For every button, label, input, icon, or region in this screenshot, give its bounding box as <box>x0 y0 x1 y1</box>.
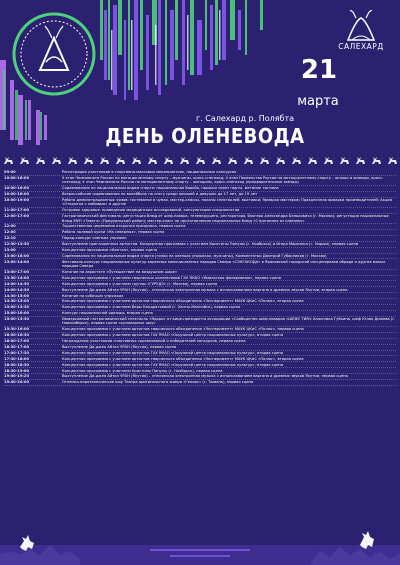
schedule-time: 12:00 <box>4 230 16 235</box>
festival-logo <box>12 12 96 96</box>
reindeer-icon <box>148 157 157 164</box>
reindeer-ornament-strip <box>0 156 400 166</box>
schedule-event: Работа демонстрационных чумов: гостеванье в чумах, мастер-классы, показы спектаклей, выставки; Ярмарка мастеров; Праздничная ярмарка производителей; Акция «Открытка с любовью» и другие <box>62 198 393 207</box>
schedule-event: Катание на собачьих упряжках <box>62 293 124 298</box>
reindeer-icon <box>196 157 205 164</box>
reindeer-icon <box>212 157 221 164</box>
reindeer-icon <box>116 157 125 164</box>
event-month: марта <box>284 94 352 110</box>
reindeer-icon <box>132 157 141 164</box>
schedule-time: 12:00-17:00 <box>4 214 30 219</box>
schedule-row <box>4 317 396 327</box>
schedule-event: Огненно-пиротехническое шоу Театра оригинального жанра «Гелиос» (г. Тюмень), первая сцена <box>62 380 254 385</box>
schedule-event: Концертная программа с участием Кристины Пипулы (г. Ноябрьск), первая сцена <box>62 368 223 373</box>
schedule-time: 16:00-16:30 <box>4 333 30 338</box>
schedule-time: 16:00-17:00 <box>4 339 30 344</box>
bottom-ornament <box>0 515 400 565</box>
schedule-time: 17:00-17:30 <box>4 350 30 355</box>
reindeer-icon <box>356 157 365 164</box>
schedule-time: 17:30-18:00 <box>4 356 30 361</box>
schedule-time: 14:30-15:00 <box>4 293 30 298</box>
schedule-row <box>4 176 396 186</box>
schedule-event: Конкурс национальной одежды, вторая сцена <box>62 311 153 316</box>
schedule-event: Концертная программа «Фонтан», первая сцена <box>62 247 157 252</box>
schedule-row <box>4 198 396 208</box>
event-location: г. Салехард р. Полябта <box>195 114 295 123</box>
schedule-event: Концертная программа с участием артистов ГАУ ЯНАО «Окружной центр национальных культур», вторая сцена <box>62 350 284 355</box>
schedule-time: 10:00-19:00 <box>4 198 30 203</box>
schedule-time: 12:10 <box>4 236 16 241</box>
reindeer-icon <box>372 157 381 164</box>
reindeer-icon <box>68 157 77 164</box>
schedule-event: Концертная программа с участием артистов творческого объединения «Эксперимент» МАУК ЦКиС «Полюс», вторая сцена <box>62 299 304 304</box>
schedule-row <box>4 214 396 224</box>
schedule-time: 13:00-17:00 <box>4 269 30 274</box>
schedule-time: 12:00 <box>4 224 16 229</box>
schedule-time: 15:30-16:00 <box>4 327 30 332</box>
schedule-time: 10:00-16:00 <box>4 186 30 191</box>
schedule-time: 13:30-14:00 <box>4 275 30 280</box>
schedule-time: 14:00-14:30 <box>4 287 30 292</box>
schedule-row <box>4 259 396 269</box>
reindeer-icon <box>52 157 61 164</box>
reindeer-icon <box>164 157 173 164</box>
schedule-event: Выступление Ди-джея Айтал УРАН (Якутия), первая сцена <box>62 344 177 349</box>
schedule-event: Концертная программа с участием артистов творческого объединения «Эксперимент» МАУК ЦКиС «Полюс», вторая сцена <box>62 356 304 361</box>
schedule-event: Выступление приглашенных артистов. Концертная программа с участием Кристины Пипулы (г. Ноябрьск) и Игоря Марочека (г. Надым), первая сцена <box>62 242 359 247</box>
schedule-time: 10:00-16:00 <box>4 176 30 181</box>
schedule-time: 18:30-19:00 <box>4 368 30 373</box>
reindeer-icon <box>100 157 109 164</box>
reindeer-icon <box>276 157 285 164</box>
schedule-event: Фестиваль-конкурс национальных культур коренных малочисленных народов Севера «СЭНГАКОДА» в Ярановской городской инсценировки обряда и других малых народов Севера <box>62 259 386 269</box>
schedule-event: Всероссийские соревнования по волейболу на снегу среди юношей и девушек до 17 лет, до 19 лет <box>62 192 258 197</box>
schedule-time: 15:00-15:30 <box>4 305 30 310</box>
reindeer-icon <box>20 157 29 164</box>
schedule-time: 14:00-14:30 <box>4 281 30 286</box>
schedule-event: Регистрация участников в спортивно-массовых мероприятиях, национальных конкурсах <box>62 170 237 175</box>
schedule-event: Соревнования по национальным видам спорта: национальная борьба, прыжки через нарты, метание тынзяна <box>62 186 279 191</box>
event-day: 21 <box>300 55 338 85</box>
schedule-event: Концертная программа с участием творческих коллективов ГАУ ЯНАО «Ямальская филармония», первая сцена <box>62 275 282 280</box>
reindeer-icon <box>228 157 237 164</box>
schedule-time: 15:00-16:00 <box>4 311 30 316</box>
schedule-time: 11:00-17:00 <box>4 208 30 213</box>
schedule-event: Выступление Ди-джея Айтал УРАН (Якутия) – этническая электронная музыка с использованием варгана и древних звуков Якутии, вторая сцена <box>62 287 348 292</box>
schedule-time: 09:00 <box>4 170 16 175</box>
schedule-time: 19:40-20:00 <box>4 380 30 385</box>
schedule-row <box>4 380 396 386</box>
schedule-event: Иммерсивный гастрономический спектакль «Ядори» от вице-президента ассоциации «Сообщество шеф-поваров «ШЕФС ТИМ» Анжелика Губкина, шеф Юлия Дижева (г. Новосибирск), первая сцена «кулинарные шоу» <box>62 317 396 326</box>
city-name: САЛЕХАРД <box>338 42 384 51</box>
schedule-event: Торжественная церемония открытия праздника, первая сцена <box>62 224 186 229</box>
schedule-time: 16:30-17:00 <box>4 344 30 349</box>
reindeer-icon <box>324 157 333 164</box>
reindeer-icon <box>4 157 13 164</box>
reindeer-icon <box>292 157 301 164</box>
schedule-event: Концертная программа с участием Веры Кондратьевой (г. Ханты-Мансийск), первая сцена <box>62 305 241 310</box>
schedule-event: Концертная программа с участием артистов творческого объединения «Эксперимент» МАУК ЦКиС «Полюс», первая сцена <box>62 327 304 332</box>
schedule-event: Соревнования по национальным видам спорта (гонки на оленьих упряжках, мужчины), Комментатор Дмитрий Губарников (г. Москва) <box>62 253 327 258</box>
schedule-event: Работа полевой кухни «На северных», первая сцена <box>62 230 165 235</box>
reindeer-icon <box>388 157 397 164</box>
schedule-time: 13:00-18:00 <box>4 253 30 258</box>
schedule-time: 19:00-19:20 <box>4 374 30 379</box>
reindeer-icon <box>36 157 45 164</box>
event-title: ДЕНЬ ОЛЕНЕВОДА <box>105 124 305 148</box>
schedule-event: Награждение участников спортивных соревнований и победителей конкурсов, первая сцена <box>62 339 246 344</box>
schedule-time: 14:30-15:00 <box>4 299 30 304</box>
schedule-time: 15:00-15:30 <box>4 317 30 322</box>
schedule-event: Гастрономический фестиваль: дегустация блюд от шеф-повара, телеведущего, ресторатора, блогера Александра Бельковича (г. Москва); дегустация национальных блюд МУП «Тавэтэ» (Приуральский район); мастер-класс по приготовлению национальных блюд «Строганина из оленины» <box>62 214 389 223</box>
schedule-list <box>4 170 396 386</box>
schedule-event: Концертная программа с участием артистов ГАУ ЯНАО «Окружной центр национальных культур», вторая сцена <box>62 333 284 338</box>
schedule-event: 5 этап Чемпионата России по мотоциклетному спорту – мужчины, кросс-снегоход; 4 этап Первенства России по мотоциклетному спорту – юноши и юниоры, кросс-снегоход; 4 этап Чемпионата России по мотоциклетному спорту – женщины, кросс-снегоход (предварительные заезды) <box>62 176 384 185</box>
schedule-event: Катание на аэростате «Путешествие на воздушном шаре» <box>62 269 178 274</box>
reindeer-icon <box>84 157 93 164</box>
schedule-event: Выступление Ди-джея Айтал УРАН (Якутия) – этническая электронная музыка с использованием варгана и древних звуков Якутии, первая сцена <box>62 374 348 379</box>
reindeer-icon <box>340 157 349 164</box>
schedule-event: Островок здоровья: проведение медицинских исследований, консультации специалистов <box>62 208 240 213</box>
schedule-time: 10:00-16:00 <box>4 192 30 197</box>
schedule-time: 13:00-14:00 <box>4 259 30 264</box>
schedule-time: 13:00 <box>4 247 16 252</box>
schedule-event: Парад-конкурс оленьих упряжек <box>62 236 127 241</box>
reindeer-icon <box>180 157 189 164</box>
schedule-time: 18:00-18:30 <box>4 362 30 367</box>
reindeer-icon <box>308 157 317 164</box>
schedule-time: 12:30-13:30 <box>4 242 30 247</box>
reindeer-icon <box>260 157 269 164</box>
reindeer-icon <box>244 157 253 164</box>
schedule-event: Концертная программа с участием группы «ГУРУДЭ» (г. Москва), первая сцена <box>62 281 218 286</box>
schedule-event: Концертная программа с участием артистов ГАУ ЯНАО «Окружной центр национальных культур», вторая сцена <box>62 362 284 367</box>
